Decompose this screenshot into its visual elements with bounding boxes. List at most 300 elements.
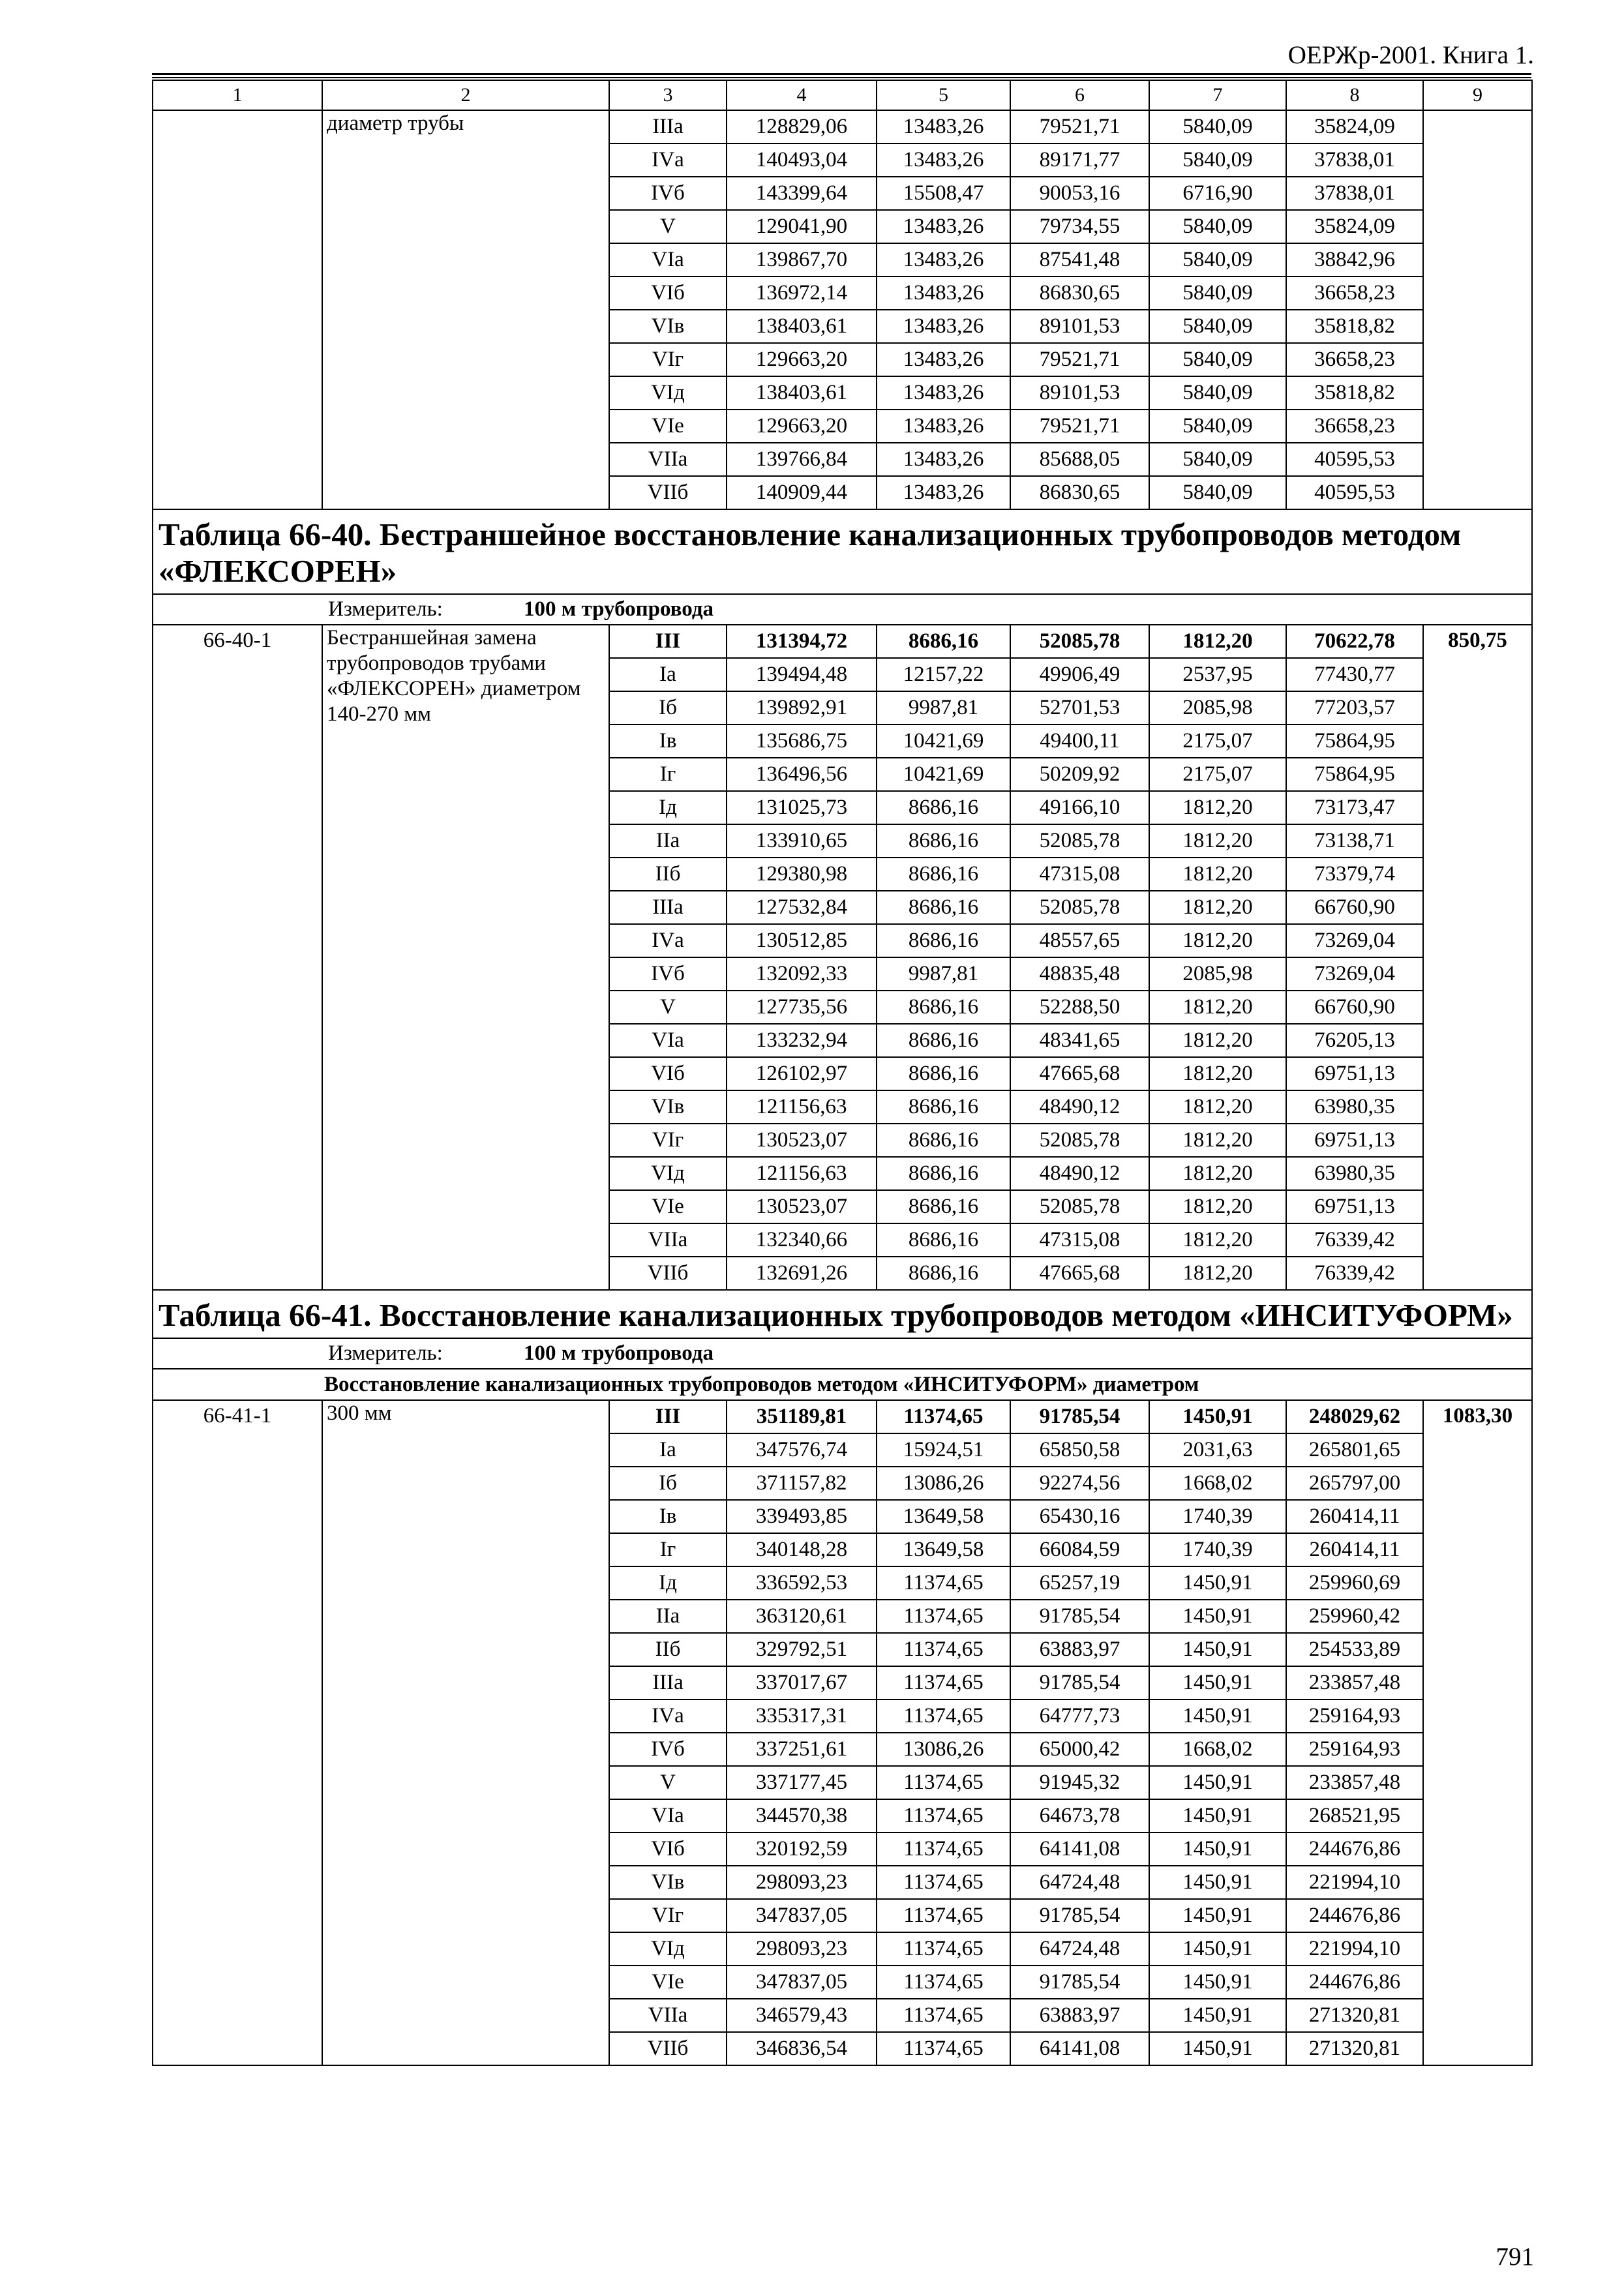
price-zone-cell: VIе — [609, 1190, 727, 1223]
materials-cost-cell: 35818,82 — [1286, 376, 1423, 410]
wages-cell: 13483,26 — [877, 210, 1010, 243]
materials-cost-cell: 35824,09 — [1286, 210, 1423, 243]
header-rule — [152, 73, 1531, 75]
total-cost-cell: 121156,63 — [727, 1090, 877, 1124]
machinist-wages-cell: 1450,91 — [1149, 1633, 1286, 1666]
materials-cost-cell: 259164,93 — [1286, 1733, 1423, 1766]
total-cost-cell: 329792,51 — [727, 1633, 877, 1666]
price-zone-cell: VIб — [609, 277, 727, 310]
machinist-wages-cell: 1812,20 — [1149, 625, 1286, 658]
machinist-wages-cell: 5840,09 — [1149, 243, 1286, 277]
wages-cell: 15508,47 — [877, 177, 1010, 210]
price-zone-cell: VIв — [609, 1866, 727, 1899]
materials-cost-cell: 66760,90 — [1286, 991, 1423, 1024]
price-zone-cell: Iг — [609, 758, 727, 791]
machinist-wages-cell: 1812,20 — [1149, 1190, 1286, 1223]
wages-cell: 8686,16 — [877, 625, 1010, 658]
subheading: Восстановление канализационных трубопроводов методом «ИНСИТУФОРМ» диаметром — [153, 1369, 1532, 1400]
machine-cost-cell: 66084,59 — [1010, 1533, 1149, 1566]
machinist-wages-cell: 2175,07 — [1149, 725, 1286, 758]
price-zone-cell: IIб — [609, 1633, 727, 1666]
machine-cost-cell: 92274,56 — [1010, 1467, 1149, 1500]
materials-cost-cell: 244676,86 — [1286, 1899, 1423, 1932]
total-cost-cell: 129663,20 — [727, 343, 877, 376]
materials-cost-cell: 260414,11 — [1286, 1500, 1423, 1533]
price-zone-cell: V — [609, 1766, 727, 1799]
total-cost-cell: 143399,64 — [727, 177, 877, 210]
wages-cell: 13649,58 — [877, 1500, 1010, 1533]
materials-cost-cell: 221994,10 — [1286, 1932, 1423, 1966]
materials-cost-cell: 63980,35 — [1286, 1157, 1423, 1190]
machine-cost-cell: 64141,08 — [1010, 1833, 1149, 1866]
machine-cost-cell: 52085,78 — [1010, 625, 1149, 658]
price-zone-cell: VIг — [609, 1124, 727, 1157]
price-zone-cell: Iб — [609, 691, 727, 725]
total-cost-cell: 130523,07 — [727, 1190, 877, 1223]
total-cost-cell: 347837,05 — [727, 1899, 877, 1932]
wages-cell: 10421,69 — [877, 758, 1010, 791]
wages-cell: 13086,26 — [877, 1733, 1010, 1766]
machinist-wages-cell: 1450,91 — [1149, 1999, 1286, 2032]
machine-cost-cell: 47665,68 — [1010, 1057, 1149, 1090]
machine-cost-cell: 65430,16 — [1010, 1500, 1149, 1533]
machinist-wages-cell: 1812,20 — [1149, 891, 1286, 924]
wages-cell: 8686,16 — [877, 791, 1010, 824]
machinist-wages-cell: 1812,20 — [1149, 1124, 1286, 1157]
materials-cost-cell: 254533,89 — [1286, 1633, 1423, 1666]
description-cell: Бестраншейная замена трубопроводов трубами «ФЛЕКСОРЕН» диаметром 140-270 мм — [322, 625, 609, 1290]
wages-cell: 8686,16 — [877, 1124, 1010, 1157]
price-zone-cell: VIб — [609, 1833, 727, 1866]
machine-cost-cell: 91785,54 — [1010, 1966, 1149, 1999]
machine-cost-cell: 52085,78 — [1010, 824, 1149, 858]
machinist-wages-cell: 5840,09 — [1149, 143, 1286, 177]
labor-cell: 850,75 — [1423, 625, 1532, 1290]
machinist-wages-cell: 1812,20 — [1149, 1157, 1286, 1190]
wages-cell: 13483,26 — [877, 410, 1010, 443]
machinist-wages-cell: 5840,09 — [1149, 277, 1286, 310]
subheading-row — [153, 1369, 1532, 1400]
total-cost-cell: 320192,59 — [727, 1833, 877, 1866]
wages-cell: 13483,26 — [877, 110, 1010, 143]
price-zone-cell: IVб — [609, 957, 727, 991]
machinist-wages-cell: 1450,91 — [1149, 1400, 1286, 1433]
total-cost-cell: 128829,06 — [727, 110, 877, 143]
total-cost-cell: 132691,26 — [727, 1257, 877, 1290]
materials-cost-cell: 66760,90 — [1286, 891, 1423, 924]
materials-cost-cell: 76205,13 — [1286, 1024, 1423, 1057]
wages-cell: 8686,16 — [877, 991, 1010, 1024]
column-number: 5 — [877, 80, 1010, 110]
machine-cost-cell: 85688,05 — [1010, 443, 1149, 476]
price-zone-cell: VIIа — [609, 1999, 727, 2032]
machinist-wages-cell: 1450,91 — [1149, 1799, 1286, 1833]
labor-cell: 1083,30 — [1423, 1400, 1532, 2065]
wages-cell: 11374,65 — [877, 1833, 1010, 1866]
wages-cell: 11374,65 — [877, 1966, 1010, 1999]
header-rule-thin — [152, 77, 1531, 78]
total-cost-cell: 335317,31 — [727, 1699, 877, 1733]
materials-cost-cell: 268521,95 — [1286, 1799, 1423, 1833]
price-zone-cell: VIа — [609, 1799, 727, 1833]
price-zone-cell: V — [609, 991, 727, 1024]
total-cost-cell: 298093,23 — [727, 1932, 877, 1966]
machine-cost-cell: 64777,73 — [1010, 1699, 1149, 1733]
wages-cell: 11374,65 — [877, 1666, 1010, 1699]
measure-cell — [153, 1338, 1532, 1369]
column-number-row — [153, 80, 1532, 110]
total-cost-cell: 140909,44 — [727, 476, 877, 509]
materials-cost-cell: 259164,93 — [1286, 1699, 1423, 1733]
table-title: Таблица 66-41. Восстановление канализационных трубопроводов методом «ИНСИТУФОРМ» — [153, 1290, 1532, 1338]
machinist-wages-cell: 5840,09 — [1149, 310, 1286, 343]
machine-cost-cell: 90053,16 — [1010, 177, 1149, 210]
price-zone-cell: Iв — [609, 725, 727, 758]
total-cost-cell: 130512,85 — [727, 924, 877, 957]
total-cost-cell: 133910,65 — [727, 824, 877, 858]
machine-cost-cell: 50209,92 — [1010, 758, 1149, 791]
wages-cell: 8686,16 — [877, 858, 1010, 891]
materials-cost-cell: 73269,04 — [1286, 957, 1423, 991]
materials-cost-cell: 70622,78 — [1286, 625, 1423, 658]
total-cost-cell: 132340,66 — [727, 1223, 877, 1257]
total-cost-cell: 131394,72 — [727, 625, 877, 658]
machine-cost-cell: 91785,54 — [1010, 1666, 1149, 1699]
column-number: 6 — [1010, 80, 1149, 110]
machine-cost-cell: 79521,71 — [1010, 343, 1149, 376]
measure-value: 100 м трубопровода — [524, 1341, 714, 1365]
price-zone-cell: IIIа — [609, 891, 727, 924]
price-zone-cell: VIIб — [609, 476, 727, 509]
table-row — [153, 1400, 1532, 1433]
total-cost-cell: 129663,20 — [727, 410, 877, 443]
machine-cost-cell: 65850,58 — [1010, 1433, 1149, 1467]
machine-cost-cell: 48557,65 — [1010, 924, 1149, 957]
wages-cell: 13086,26 — [877, 1467, 1010, 1500]
machine-cost-cell: 64724,48 — [1010, 1866, 1149, 1899]
wages-cell: 9987,81 — [877, 691, 1010, 725]
machine-cost-cell: 48341,65 — [1010, 1024, 1149, 1057]
total-cost-cell: 130523,07 — [727, 1124, 877, 1157]
machine-cost-cell: 91785,54 — [1010, 1600, 1149, 1633]
wages-cell: 11374,65 — [877, 1899, 1010, 1932]
materials-cost-cell: 259960,42 — [1286, 1600, 1423, 1633]
price-zone-cell: Iв — [609, 1500, 727, 1533]
wages-cell: 10421,69 — [877, 725, 1010, 758]
materials-cost-cell: 221994,10 — [1286, 1866, 1423, 1899]
machinist-wages-cell: 1668,02 — [1149, 1467, 1286, 1500]
total-cost-cell: 131025,73 — [727, 791, 877, 824]
wages-cell: 13483,26 — [877, 476, 1010, 509]
machine-cost-cell: 91785,54 — [1010, 1899, 1149, 1932]
machinist-wages-cell: 1740,39 — [1149, 1500, 1286, 1533]
machinist-wages-cell: 1812,20 — [1149, 991, 1286, 1024]
price-zone-cell: IIб — [609, 858, 727, 891]
machine-cost-cell: 47665,68 — [1010, 1257, 1149, 1290]
description-cell: 300 мм — [322, 1400, 609, 2065]
machinist-wages-cell: 1450,91 — [1149, 1699, 1286, 1733]
measure-value: 100 м трубопровода — [524, 597, 714, 621]
machinist-wages-cell: 1812,20 — [1149, 1223, 1286, 1257]
machine-cost-cell: 89101,53 — [1010, 310, 1149, 343]
materials-cost-cell: 260414,11 — [1286, 1533, 1423, 1566]
price-zone-cell: III — [609, 1400, 727, 1433]
wages-cell: 8686,16 — [877, 824, 1010, 858]
total-cost-cell: 140493,04 — [727, 143, 877, 177]
price-zone-cell: VIIб — [609, 2032, 727, 2065]
price-zone-cell: V — [609, 210, 727, 243]
machine-cost-cell: 49906,49 — [1010, 658, 1149, 691]
total-cost-cell: 127532,84 — [727, 891, 877, 924]
table-row — [153, 625, 1532, 658]
price-zone-cell: Iг — [609, 1533, 727, 1566]
machinist-wages-cell: 1812,20 — [1149, 1257, 1286, 1290]
total-cost-cell: 298093,23 — [727, 1866, 877, 1899]
wages-cell: 8686,16 — [877, 1257, 1010, 1290]
total-cost-cell: 337177,45 — [727, 1766, 877, 1799]
materials-cost-cell: 40595,53 — [1286, 443, 1423, 476]
machinist-wages-cell: 1812,20 — [1149, 791, 1286, 824]
machine-cost-cell: 87541,48 — [1010, 243, 1149, 277]
price-zone-cell: VIе — [609, 1966, 727, 1999]
total-cost-cell: 336592,53 — [727, 1566, 877, 1600]
price-zone-cell: VIа — [609, 243, 727, 277]
materials-cost-cell: 38842,96 — [1286, 243, 1423, 277]
wages-cell: 11374,65 — [877, 1799, 1010, 1833]
machinist-wages-cell: 6716,90 — [1149, 177, 1286, 210]
wages-cell: 11374,65 — [877, 1633, 1010, 1666]
machinist-wages-cell: 1450,91 — [1149, 1566, 1286, 1600]
price-zone-cell: IIа — [609, 824, 727, 858]
machine-cost-cell: 64141,08 — [1010, 2032, 1149, 2065]
column-number: 7 — [1149, 80, 1286, 110]
materials-cost-cell: 40595,53 — [1286, 476, 1423, 509]
machine-cost-cell: 52288,50 — [1010, 991, 1149, 1024]
materials-cost-cell: 69751,13 — [1286, 1057, 1423, 1090]
materials-cost-cell: 265801,65 — [1286, 1433, 1423, 1467]
machinist-wages-cell: 2031,63 — [1149, 1433, 1286, 1467]
machinist-wages-cell: 5840,09 — [1149, 410, 1286, 443]
total-cost-cell: 126102,97 — [727, 1057, 877, 1090]
machinist-wages-cell: 2085,98 — [1149, 691, 1286, 725]
machinist-wages-cell: 2175,07 — [1149, 758, 1286, 791]
materials-cost-cell: 244676,86 — [1286, 1966, 1423, 1999]
wages-cell: 13483,26 — [877, 376, 1010, 410]
machine-cost-cell: 47315,08 — [1010, 858, 1149, 891]
table-title-row — [153, 1290, 1532, 1338]
machinist-wages-cell: 1450,91 — [1149, 2032, 1286, 2065]
machine-cost-cell: 64724,48 — [1010, 1932, 1149, 1966]
wages-cell: 8686,16 — [877, 891, 1010, 924]
wages-cell: 11374,65 — [877, 1866, 1010, 1899]
price-zone-cell: VIIб — [609, 1257, 727, 1290]
column-number: 4 — [727, 80, 877, 110]
wages-cell: 13483,26 — [877, 443, 1010, 476]
machinist-wages-cell: 1812,20 — [1149, 858, 1286, 891]
measure-label: Измеритель: — [328, 1341, 443, 1365]
total-cost-cell: 139766,84 — [727, 443, 877, 476]
machine-cost-cell: 49166,10 — [1010, 791, 1149, 824]
wages-cell: 8686,16 — [877, 1190, 1010, 1223]
machinist-wages-cell: 1812,20 — [1149, 1024, 1286, 1057]
machine-cost-cell: 52085,78 — [1010, 1190, 1149, 1223]
wages-cell: 8686,16 — [877, 1057, 1010, 1090]
materials-cost-cell: 37838,01 — [1286, 143, 1423, 177]
materials-cost-cell: 76339,42 — [1286, 1257, 1423, 1290]
total-cost-cell: 371157,82 — [727, 1467, 877, 1500]
wages-cell: 8686,16 — [877, 1090, 1010, 1124]
measure-row — [153, 594, 1532, 625]
labor-cell — [1423, 110, 1532, 509]
machine-cost-cell: 89101,53 — [1010, 376, 1149, 410]
machine-cost-cell: 91945,32 — [1010, 1766, 1149, 1799]
price-zone-cell: Iа — [609, 658, 727, 691]
machinist-wages-cell: 2085,98 — [1149, 957, 1286, 991]
wages-cell: 13649,58 — [877, 1533, 1010, 1566]
price-zone-cell: IIа — [609, 1600, 727, 1633]
measure-cell — [153, 594, 1532, 625]
materials-cost-cell: 248029,62 — [1286, 1400, 1423, 1433]
total-cost-cell: 340148,28 — [727, 1533, 877, 1566]
materials-cost-cell: 69751,13 — [1286, 1190, 1423, 1223]
wages-cell: 11374,65 — [877, 1566, 1010, 1600]
materials-cost-cell: 37838,01 — [1286, 177, 1423, 210]
materials-cost-cell: 244676,86 — [1286, 1833, 1423, 1866]
machine-cost-cell: 65257,19 — [1010, 1566, 1149, 1600]
machine-cost-cell: 52085,78 — [1010, 1124, 1149, 1157]
column-number: 9 — [1423, 80, 1532, 110]
wages-cell: 13483,26 — [877, 277, 1010, 310]
price-zone-cell: IVб — [609, 1733, 727, 1766]
total-cost-cell: 139494,48 — [727, 658, 877, 691]
machine-cost-cell: 48490,12 — [1010, 1090, 1149, 1124]
column-number: 2 — [322, 80, 609, 110]
machinist-wages-cell: 1740,39 — [1149, 1533, 1286, 1566]
materials-cost-cell: 271320,81 — [1286, 1999, 1423, 2032]
materials-cost-cell: 69751,13 — [1286, 1124, 1423, 1157]
machinist-wages-cell: 5840,09 — [1149, 343, 1286, 376]
wages-cell: 13483,26 — [877, 310, 1010, 343]
price-zone-cell: Iб — [609, 1467, 727, 1500]
machine-cost-cell: 47315,08 — [1010, 1223, 1149, 1257]
price-zone-cell: VIд — [609, 376, 727, 410]
price-zone-cell: VIб — [609, 1057, 727, 1090]
measure-row — [153, 1338, 1532, 1369]
total-cost-cell: 136972,14 — [727, 277, 877, 310]
total-cost-cell: 139867,70 — [727, 243, 877, 277]
column-number: 1 — [153, 80, 322, 110]
wages-cell: 11374,65 — [877, 1932, 1010, 1966]
code-cell: 66-40-1 — [153, 625, 322, 1290]
total-cost-cell: 363120,61 — [727, 1600, 877, 1633]
total-cost-cell: 136496,56 — [727, 758, 877, 791]
total-cost-cell: 132092,33 — [727, 957, 877, 991]
table-title-row — [153, 509, 1532, 594]
wages-cell: 8686,16 — [877, 1024, 1010, 1057]
wages-cell: 13483,26 — [877, 243, 1010, 277]
machinist-wages-cell: 5840,09 — [1149, 110, 1286, 143]
machinist-wages-cell: 1450,91 — [1149, 1932, 1286, 1966]
machinist-wages-cell: 5840,09 — [1149, 210, 1286, 243]
price-zone-cell: IIIа — [609, 110, 727, 143]
materials-cost-cell: 75864,95 — [1286, 758, 1423, 791]
price-zone-cell: VIв — [609, 310, 727, 343]
machine-cost-cell: 86830,65 — [1010, 476, 1149, 509]
wages-cell: 11374,65 — [877, 1999, 1010, 2032]
materials-cost-cell: 233857,48 — [1286, 1666, 1423, 1699]
total-cost-cell: 346579,43 — [727, 1999, 877, 2032]
code-cell — [153, 110, 322, 509]
materials-cost-cell: 77203,57 — [1286, 691, 1423, 725]
total-cost-cell: 139892,91 — [727, 691, 877, 725]
wages-cell: 11374,65 — [877, 1699, 1010, 1733]
price-zone-cell: III — [609, 625, 727, 658]
wages-cell: 13483,26 — [877, 143, 1010, 177]
total-cost-cell: 339493,85 — [727, 1500, 877, 1533]
machine-cost-cell: 65000,42 — [1010, 1733, 1149, 1766]
materials-cost-cell: 265797,00 — [1286, 1467, 1423, 1500]
materials-cost-cell: 73138,71 — [1286, 824, 1423, 858]
page-header-title: ОЕРЖр-2001. Книга 1. — [1287, 41, 1534, 69]
wages-cell: 11374,65 — [877, 2032, 1010, 2065]
total-cost-cell: 133232,94 — [727, 1024, 877, 1057]
materials-cost-cell: 271320,81 — [1286, 2032, 1423, 2065]
machinist-wages-cell: 1812,20 — [1149, 1090, 1286, 1124]
materials-cost-cell: 36658,23 — [1286, 343, 1423, 376]
price-zone-cell: Iд — [609, 791, 727, 824]
price-zone-cell: VIв — [609, 1090, 727, 1124]
materials-cost-cell: 63980,35 — [1286, 1090, 1423, 1124]
wages-cell: 12157,22 — [877, 658, 1010, 691]
wages-cell: 8686,16 — [877, 924, 1010, 957]
machinist-wages-cell: 1450,91 — [1149, 1966, 1286, 1999]
price-zone-cell: VIа — [609, 1024, 727, 1057]
wages-cell: 8686,16 — [877, 1223, 1010, 1257]
price-zone-cell: VIг — [609, 343, 727, 376]
machine-cost-cell: 91785,54 — [1010, 1400, 1149, 1433]
price-zone-cell: Iд — [609, 1566, 727, 1600]
price-zone-cell: VIIа — [609, 443, 727, 476]
machine-cost-cell: 79521,71 — [1010, 410, 1149, 443]
price-zone-cell: VIе — [609, 410, 727, 443]
machine-cost-cell: 89171,77 — [1010, 143, 1149, 177]
machinist-wages-cell: 1812,20 — [1149, 924, 1286, 957]
machine-cost-cell: 48835,48 — [1010, 957, 1149, 991]
total-cost-cell: 337251,61 — [727, 1733, 877, 1766]
machinist-wages-cell: 5840,09 — [1149, 376, 1286, 410]
materials-cost-cell: 36658,23 — [1286, 410, 1423, 443]
price-zone-cell: Iа — [609, 1433, 727, 1467]
total-cost-cell: 138403,61 — [727, 310, 877, 343]
table-row — [153, 110, 1532, 143]
machinist-wages-cell: 1450,91 — [1149, 1766, 1286, 1799]
total-cost-cell: 351189,81 — [727, 1400, 877, 1433]
price-zone-cell: IVа — [609, 924, 727, 957]
total-cost-cell: 121156,63 — [727, 1157, 877, 1190]
materials-cost-cell: 73173,47 — [1286, 791, 1423, 824]
wages-cell: 9987,81 — [877, 957, 1010, 991]
materials-cost-cell: 73379,74 — [1286, 858, 1423, 891]
machinist-wages-cell: 1450,91 — [1149, 1666, 1286, 1699]
total-cost-cell: 347837,05 — [727, 1966, 877, 1999]
total-cost-cell: 127735,56 — [727, 991, 877, 1024]
wages-cell: 13483,26 — [877, 343, 1010, 376]
machinist-wages-cell: 1450,91 — [1149, 1600, 1286, 1633]
machine-cost-cell: 49400,11 — [1010, 725, 1149, 758]
column-number: 3 — [609, 80, 727, 110]
total-cost-cell: 129380,98 — [727, 858, 877, 891]
machinist-wages-cell: 1450,91 — [1149, 1899, 1286, 1932]
